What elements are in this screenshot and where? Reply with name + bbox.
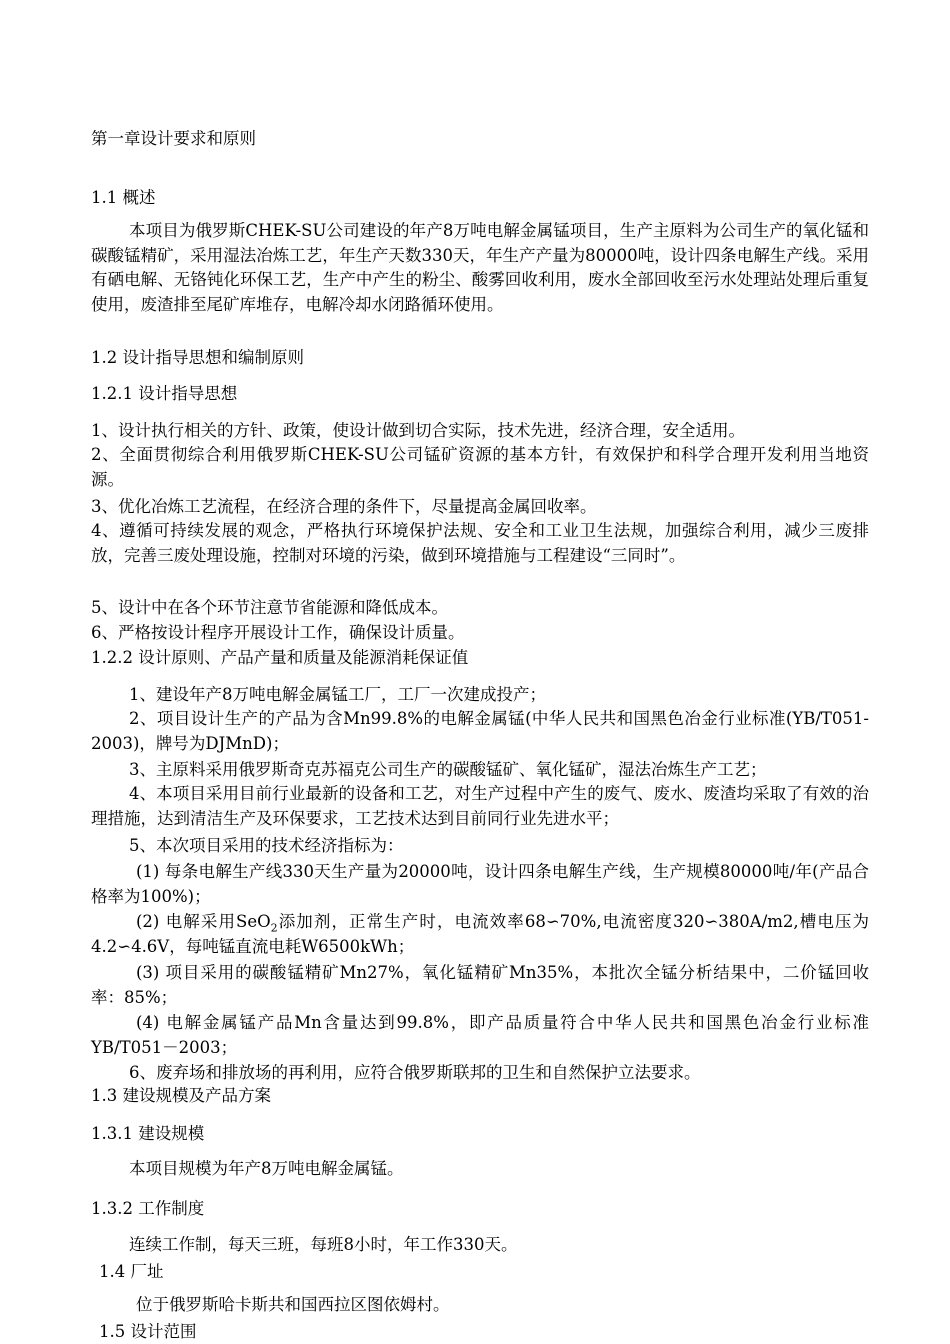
- indicator-item-3: (3) 项目采用的碳酸锰精矿Mn27%，氧化锰精矿Mn35%，本批次全锰分析结果中，二价锰回收率：85%；: [91, 963, 869, 1007]
- work-system-paragraph: 连续工作制，每天三班，每班8小时，年工作330天。: [129, 1235, 518, 1254]
- principle-item-3: 3、主原料采用俄罗斯奇克苏福克公司生产的碳酸锰矿、氧化锰矿，湿法冶炼生产工艺；: [129, 760, 767, 779]
- indicator-item-2: (2) 电解采用SeO$_2$添加剂，正常生产时，电流效率68∽70%,电流密度320∽380A/m2,槽电压为4.2∽4.6V，每吨锰直流电耗W6500kWh；: [91, 912, 869, 956]
- indicator-item-1: (1) 每条电解生产线330天生产量为20000吨，设计四条电解生产线，生产规模80000吨/年(产品合格率为100%)；: [91, 862, 869, 906]
- section-heading-1-4: 1.4 厂址: [99, 1262, 164, 1281]
- section-heading-1-3-2: 1.3.2 工作制度: [91, 1199, 205, 1218]
- principle-item-5: 5、本次项目采用的技术经济指标为：: [129, 836, 404, 855]
- site-paragraph: 位于俄罗斯哈卡斯共和国西拉区图依姆村。: [136, 1295, 450, 1314]
- section-heading-1-3-1: 1.3.1 建设规模: [91, 1124, 205, 1143]
- guideline-item-3: 3、优化冶炼工艺流程，在经济合理的条件下，尽量提高金属回收率。: [91, 497, 597, 516]
- section-heading-1-1: 1.1 概述: [91, 188, 156, 207]
- scale-paragraph: 本项目规模为年产8万吨电解金属锰。: [129, 1159, 404, 1178]
- principle-item-4: 4、本项目采用目前行业最新的设备和工艺，对生产过程中产生的废气、废水、废渣均采取了有效的治理措施，达到清洁生产及环保要求，工艺技术达到目前同行业先进水平；: [91, 784, 869, 828]
- guideline-item-4: 4、遵循可持续发展的观念，严格执行环境保护法规、安全和工业卫生法规，加强综合利用，减少三废排放，完善三废处理设施，控制对环境的污染，做到环境措施与工程建设“三同时”。: [91, 521, 869, 565]
- section-heading-1-2-2: 1.2.2 设计原则、产品产量和质量及能源消耗保证值: [91, 648, 469, 667]
- section-heading-1-2: 1.2 设计指导思想和编制原则: [91, 348, 304, 367]
- overview-paragraph: 本项目为俄罗斯CHEK-SU公司建设的年产8万吨电解金属锰项目，生产主原料为公司生产的氧化锰和碳酸锰精矿，采用湿法冶炼工艺，年生产天数330天，年生产产量为80000吨，设计四条电解生产线。采用有硒电解、无铬钝化环保工艺，生产中产生的粉尘、酸雾回收利用，废水全部回收至污水处理站处理后重复使用，废渣排至尾矿库堆存，电解冷却水闭路循环使用。: [91, 221, 869, 314]
- chapter-title: 第一章设计要求和原则: [91, 129, 256, 148]
- guideline-item-2: 2、全面贯彻综合利用俄罗斯CHEK-SU公司锰矿资源的基本方针，有效保护和科学合理开发利用当地资源。: [91, 445, 869, 489]
- section-heading-1-3: 1.3 建设规模及产品方案: [91, 1086, 271, 1105]
- guideline-item-6: 6、严格按设计程序开展设计工作，确保设计质量。: [91, 623, 465, 642]
- guideline-item-5: 5、设计中在各个环节注意节省能源和降低成本。: [91, 598, 448, 617]
- indicator-item-4: (4) 电解金属锰产品Mn含量达到99.8%，即产品质量符合中华人民共和国黑色冶金行业标准YB/T051－2003；: [91, 1013, 869, 1057]
- principle-item-1: 1、建设年产8万吨电解金属锰工厂，工厂一次建成投产；: [129, 685, 546, 704]
- section-heading-1-2-1: 1.2.1 设计指导思想: [91, 384, 238, 403]
- principle-item-6: 6、废弃场和排放场的再利用，应符合俄罗斯联邦的卫生和自然保护立法要求。: [129, 1063, 701, 1082]
- guideline-item-1: 1、设计执行相关的方针、政策，使设计做到切合实际，技术先进，经济合理，安全适用。: [91, 421, 745, 440]
- section-heading-1-5: 1.5 设计范围: [99, 1322, 197, 1341]
- principle-item-2: 2、项目设计生产的产品为含Mn99.8%的电解金属锰(中华人民共和国黑色冶金行业标准(YB/T051-2003)，牌号为DJMnD)；: [91, 709, 869, 753]
